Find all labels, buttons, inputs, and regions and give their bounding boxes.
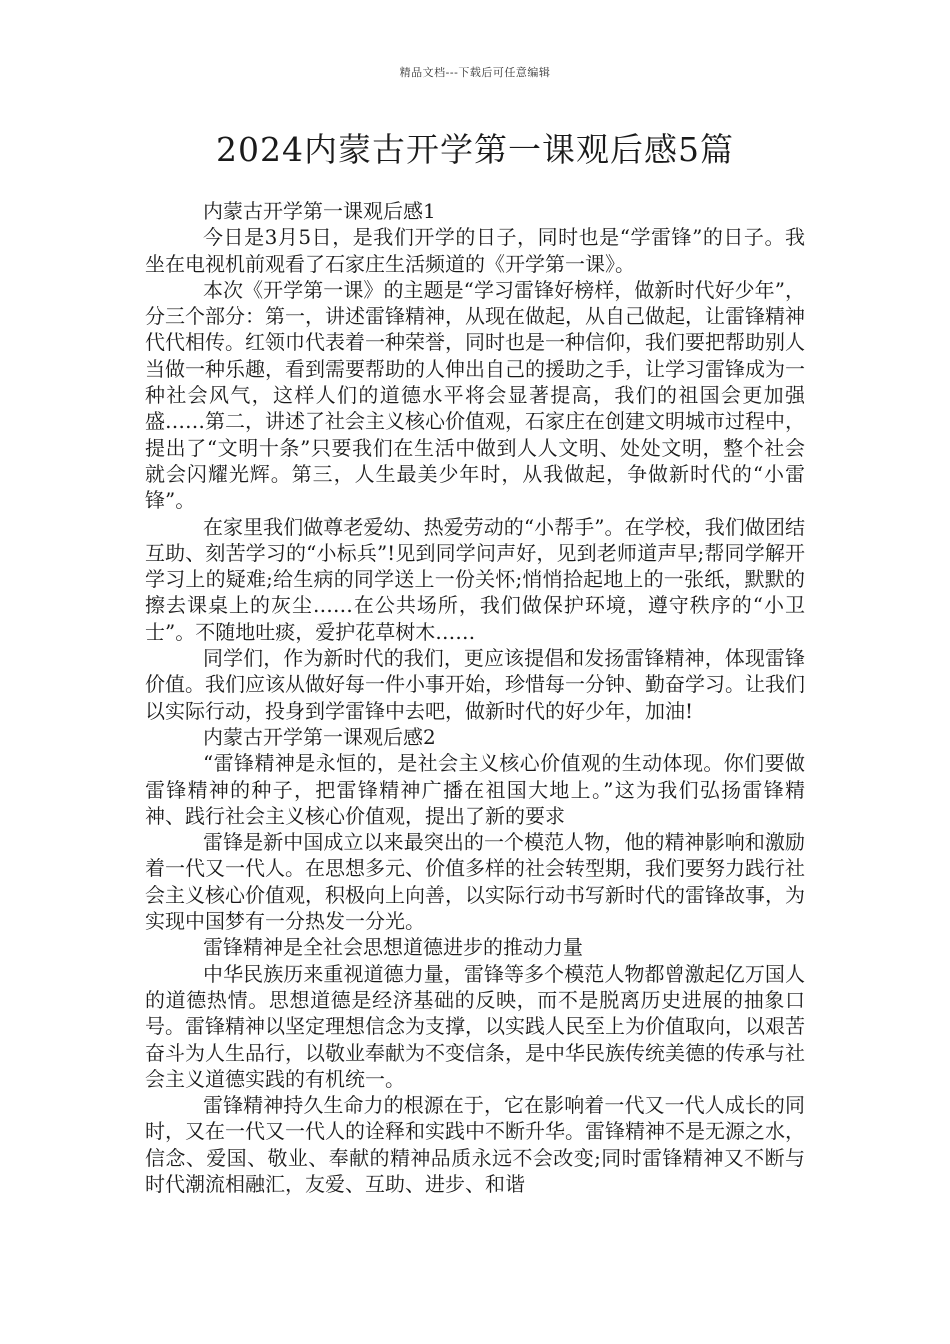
document-body	[145, 198, 805, 1197]
paragraph: “雷锋精神是永恒的，是社会主义核心价值观的生动体现。你们要做雷锋精神的种子，把雷锋精神广播在祖国大地上。”这为我们弘扬雷锋精神、践行社会主义核心价值观，提出了新的要求	[145, 751, 805, 828]
paragraph: 雷锋是新中国成立以来最突出的一个模范人物，他的精神影响和激励着一代又一代人。在思想多元、价值多样的社会转型期，我们要努力践行社会主义核心价值观，积极向上向善，以实际行动书写新时代的雷锋故事，为实现中国梦有一分热发一分光。	[145, 830, 805, 934]
section-heading: 雷锋精神是全社会思想道德进步的推动力量	[203, 935, 583, 960]
section-heading: 内蒙古开学第一课观后感1	[203, 199, 436, 223]
header-note: 精品文档---下载后可任意编辑	[399, 66, 551, 79]
paragraph: 在家里我们做尊老爱幼、热爱劳动的“小帮手”。在学校，我们做团结互助、刻苦学习的“小标兵”!见到同学问声好，见到老师道声早;帮同学解开学习上的疑难;给生病的同学送上一份关怀;悄悄拾起地上的一张纸，默默的擦去课桌上的灰尘……在公共场所，我们做保护环境，遵守秩序的“小卫士”。不随地吐痰，爱护花草树木……	[145, 514, 805, 644]
paragraph: 同学们，作为新时代的我们，更应该提倡和发扬雷锋精神，体现雷锋价值。我们应该从做好每一件小事开始，珍惜每一分钟、勤奋学习。让我们以实际行动，投身到学雷锋中去吧，做新时代的好少年，加油!	[145, 646, 805, 723]
paragraph: 雷锋精神持久生命力的根源在于，它在影响着一代又一代人成长的同时，又在一代又一代人的诠释和实践中不断升华。雷锋精神不是无源之水，信念、爱国、敬业、奉献的精神品质永远不会改变;同时雷锋精神又不断与时代潮流相融汇，友爱、互助、进步、和谐	[145, 1093, 805, 1196]
paragraph: 本次《开学第一课》的主题是“学习雷锋好榜样，做新时代好少年”，分三个部分：第一，讲述雷锋精神，从现在做起，从自己做起，让雷锋精神代代相传。红领巾代表着一种荣誉，同时也是一种信仰，我们要把帮助别人当做一种乐趣，看到需要帮助的人伸出自己的援助之手，让学习雷锋成为一种社会风气，这样人们的道德水平将会显著提高，我们的祖国会更加强盛……第二，讲述了社会主义核心价值观，石家庄在创建文明城市过程中，提出了“文明十条”只要我们在生活中做到人人文明、处处文明，整个社会就会闪耀光辉。第三，人生最美少年时，从我做起，争做新时代的“小雷锋”。	[145, 277, 805, 513]
document-title: 2024内蒙古开学第一课观后感5篇	[216, 130, 734, 169]
paragraph: 今日是3月5日，是我们开学的日子，同时也是“学雷锋”的日子。我坐在电视机前观看了石家庄生活频道的《开学第一课》。	[145, 225, 805, 276]
section-heading: 内蒙古开学第一课观后感2	[203, 724, 436, 749]
paragraph: 中华民族历来重视道德力量，雷锋等多个模范人物都曾激起亿万国人的道德热情。思想道德是经济基础的反映，而不是脱离历史进展的抽象口号。雷锋精神以坚定理想信念为支撑，以实践人民至上为价值取向，以艰苦奋斗为人生品行，以敬业奉献为不变信条，是中华民族传统美德的传承与社会主义道德实践的有机统一。	[145, 961, 805, 1091]
